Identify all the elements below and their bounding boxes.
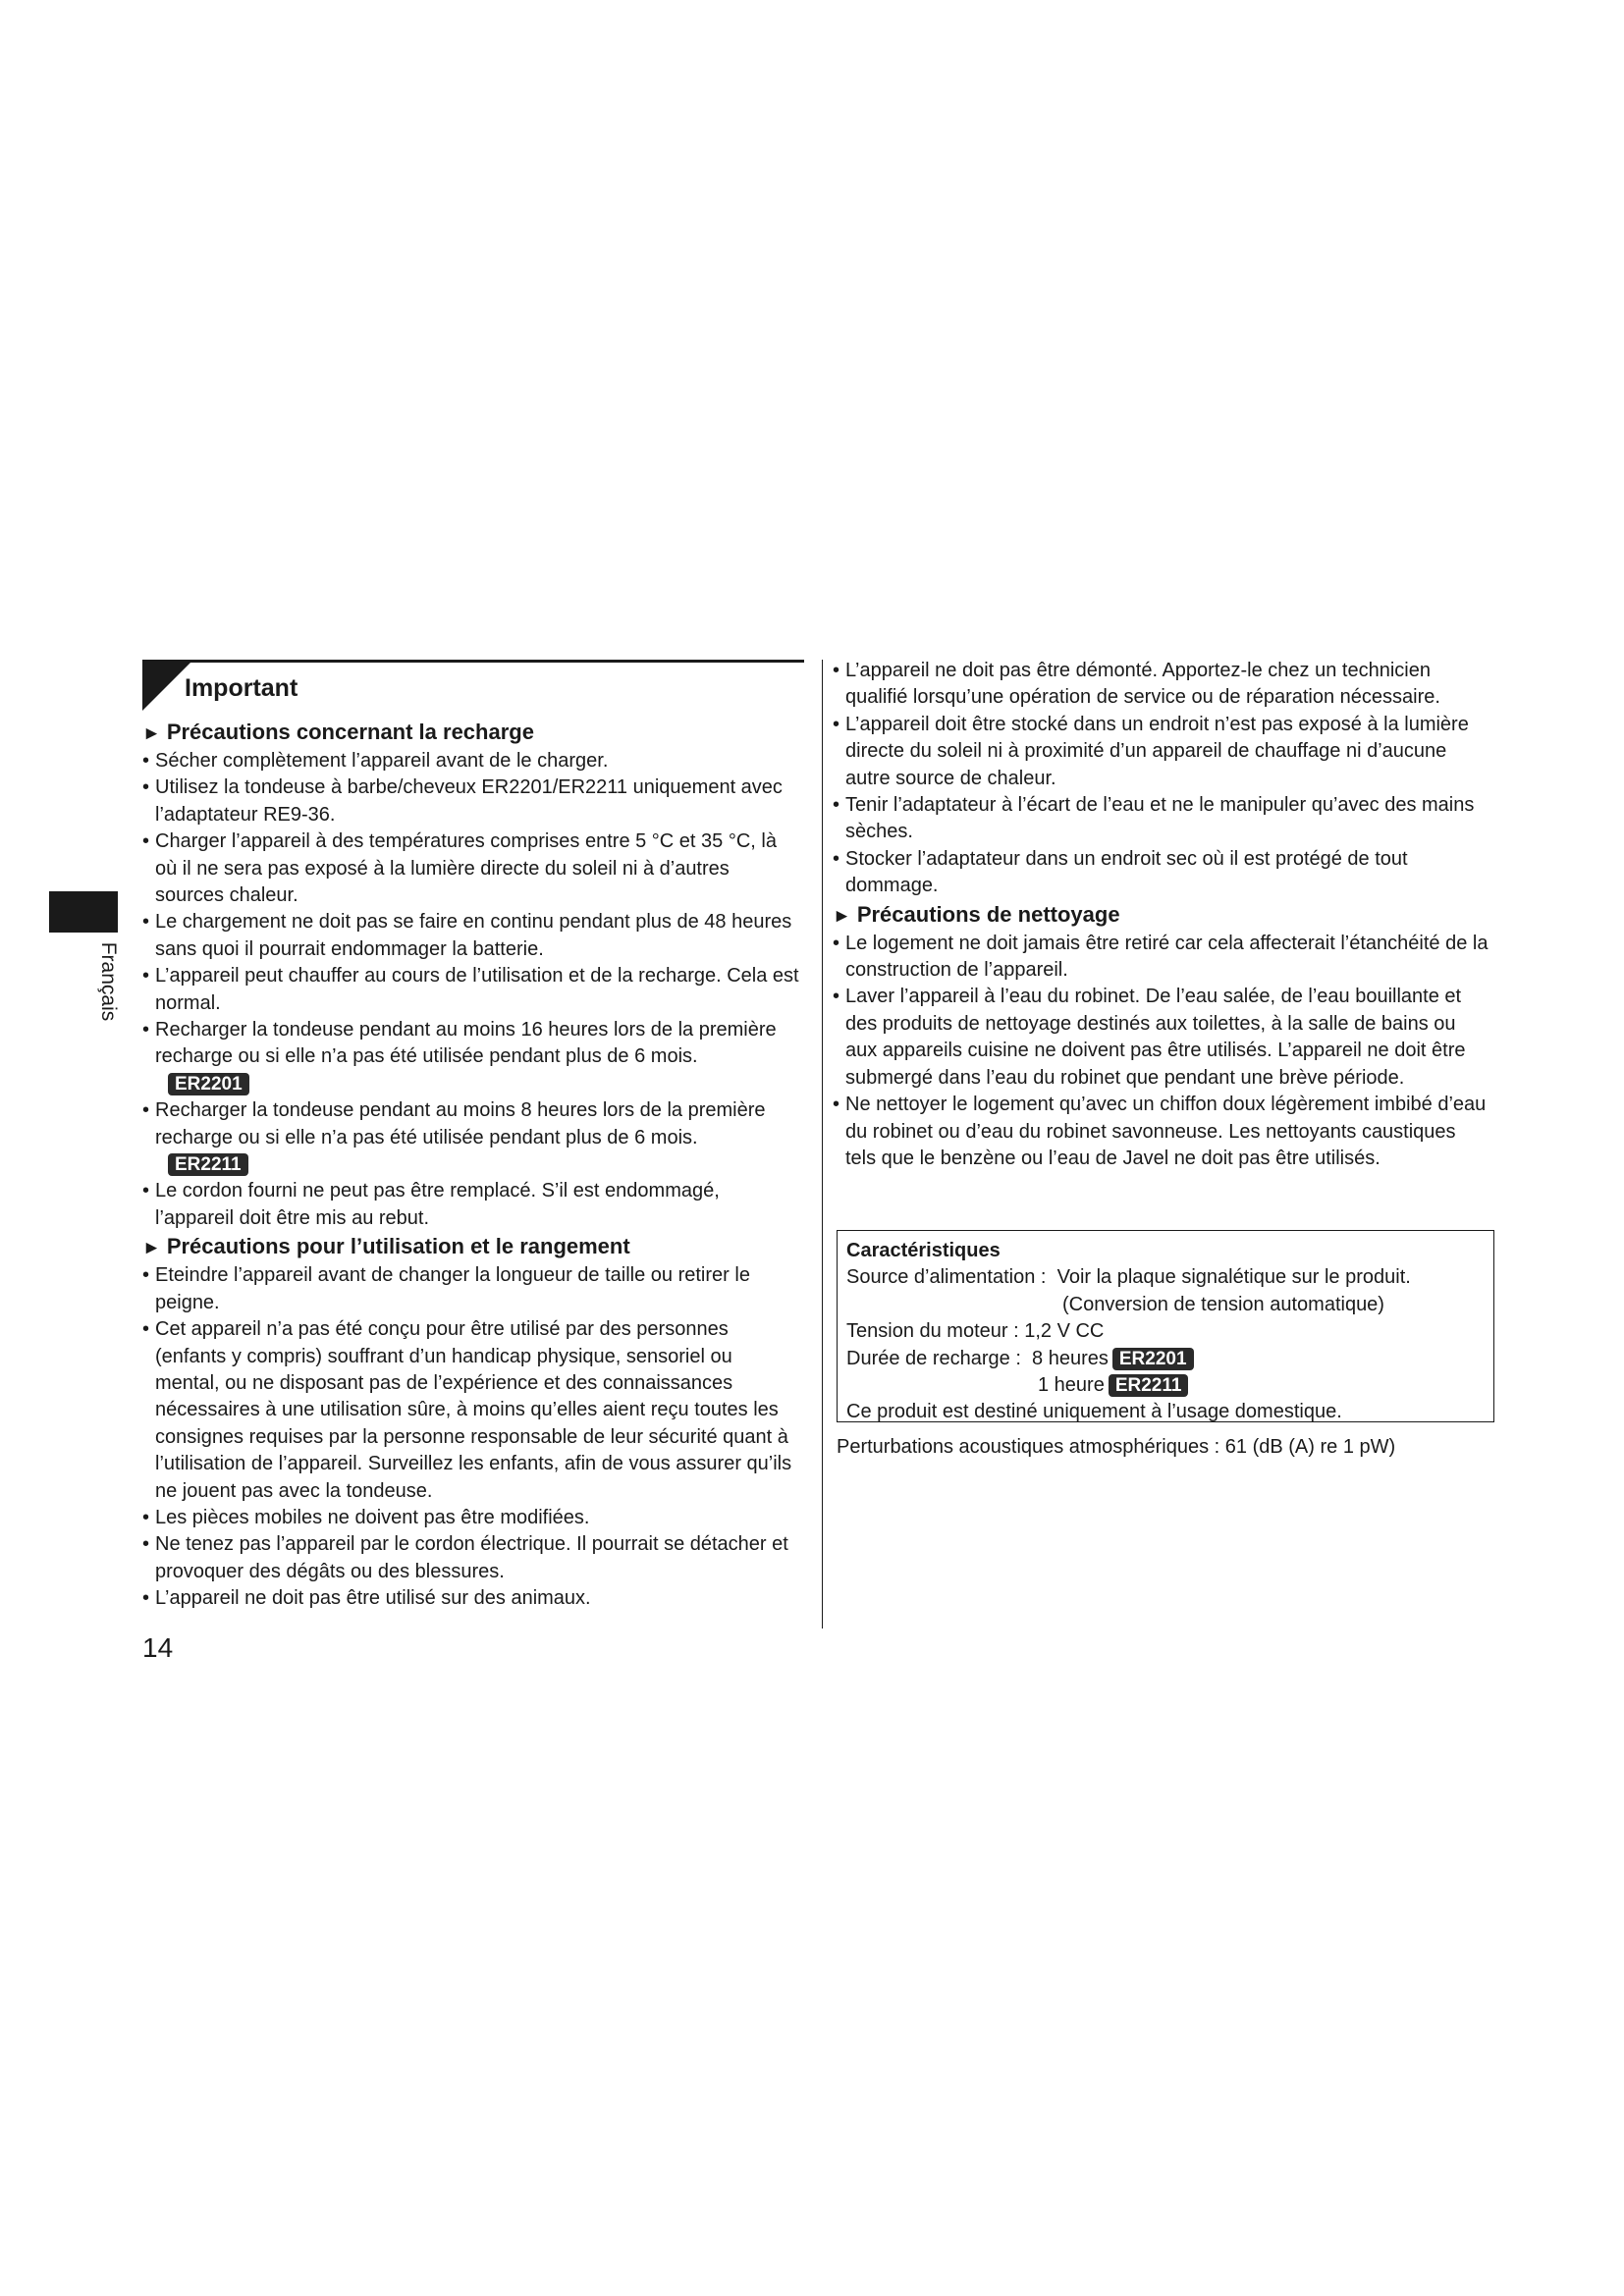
list-item: • L’appareil ne doit pas être démonté. Apportez-le chez un technicien qualifié lorsqu’une opération de service ou de réparation nécessaire. <box>833 660 1440 709</box>
list-item: • Le cordon fourni ne peut pas être remplacé. S’il est endommagé, l’appareil doit être mis au rebut. <box>142 1180 720 1229</box>
usage-list <box>142 1262 800 1612</box>
list-item: • Sécher complètement l’appareil avant de le charger. <box>142 750 609 772</box>
important-title: Important <box>185 674 298 702</box>
list-item: • Eteindre l’appareil avant de changer la longueur de taille ou retirer le peigne. <box>142 1264 750 1313</box>
column-divider <box>822 660 823 1629</box>
model-badge-er2211: ER2211 <box>1109 1374 1189 1397</box>
usage-list-continued <box>833 658 1490 900</box>
list-item: • Charger l’appareil à des températures comprises entre 5 °C et 35 °C, là où il ne sera pas exposé à la lumière directe du soleil ni à d’autres sources chaleur. <box>142 830 777 907</box>
specifications-title: Caractéristiques <box>846 1240 1001 1261</box>
list-item: • Tenir l’adaptateur à l’écart de l’eau et ne le manipuler qu’avec des mains sèches. <box>833 794 1475 843</box>
motor-voltage-row: Tension du moteur : 1,2 V CC <box>846 1320 1105 1343</box>
arrow-icon: ► <box>142 1238 161 1259</box>
right-column <box>833 658 1490 1172</box>
specifications-box <box>837 1230 1494 1422</box>
list-item: • L’appareil doit être stocké dans un endroit n’est pas exposé à la lumière directe du soleil ni à proximité d’un appareil de chauffage ni d’aucune autre source de chaleur. <box>833 713 1469 789</box>
model-badge-er2201: ER2201 <box>168 1073 249 1095</box>
cleaning-list <box>833 931 1490 1173</box>
charge-time-row: Durée de recharge : 8 heures ER2201 <box>846 1346 1485 1372</box>
power-source-note: (Conversion de tension automatique) <box>1062 1293 1384 1315</box>
model-badge-er2201: ER2201 <box>1112 1348 1194 1370</box>
arrow-icon: ► <box>142 723 161 744</box>
list-item: • Les pièces mobiles ne doivent pas être modifiées. <box>142 1506 590 1528</box>
list-item: • Recharger la tondeuse pendant au moins 16 heures lors de la première recharge ou si elle n’a pas été utilisée pendant plus de 6 mois. ER2201 <box>142 1019 777 1095</box>
list-item: • Laver l’appareil à l’eau du robinet. De l’eau salée, de l’eau bouillante et des produits de nettoyage destinés aux toilettes, à la salle de bains ou aux appareils cuisine ne doivent pas être utilisés. L’appareil ne doit être submergé dans l’eau du robinet que pendant une brève période. <box>833 986 1466 1089</box>
list-item: • Le logement ne doit jamais être retiré car cela affecterait l’étanchéité de la construction de l’appareil. <box>833 932 1489 982</box>
list-item: • Cet appareil n’a pas été conçu pour être utilisé par des personnes (enfants y compris) souffrant d’un handicap physique, sensoriel ou mental, ou ne disposant pas de l’expérience et des connaissances nécessaires à une utilisation sûre, à moins qu’elles aient reçu toutes les consignes requises par la personne responsable de leur sécurité quant à l’utilisation de l’appareil. Surveillez les enfants, afin de vous assurer qu’ils ne jouent pas avec la tondeuse. <box>142 1318 792 1502</box>
left-column <box>142 718 800 1613</box>
language-tab-label: Français <box>97 941 120 1022</box>
list-item: • Le chargement ne doit pas se faire en continu pendant plus de 48 heures sans quoi il pourrait endommager la batterie. <box>142 911 792 960</box>
charge-time-row-2: 1 heure ER2211 <box>846 1372 1485 1399</box>
acoustic-noise-line: Perturbations acoustiques atmosphériques : 61 (dB (A) re 1 pW) <box>837 1436 1396 1458</box>
list-item: • Ne tenez pas l’appareil par le cordon électrique. Il pourrait se détacher et provoquer des dégâts ou des blessures. <box>142 1533 788 1582</box>
list-item: • Recharger la tondeuse pendant au moins 8 heures lors de la première recharge ou si elle n’a pas été utilisée pendant plus de 6 mois. ER2211 <box>142 1099 766 1176</box>
list-item: • Utilisez la tondeuse à barbe/cheveux ER2201/ER2211 uniquement avec l’adaptateur RE9-36. <box>142 776 783 826</box>
cleaning-heading: ► Précautions de nettoyage <box>833 900 1490 931</box>
arrow-icon: ► <box>833 905 851 927</box>
page-number: 14 <box>142 1632 174 1663</box>
charge-heading: ► Précautions concernant la recharge <box>142 718 800 748</box>
usage-heading: ► Précautions pour l’utilisation et le rangement <box>142 1232 800 1262</box>
charge-list <box>142 748 800 1232</box>
domestic-use-note: Ce produit est destiné uniquement à l’usage domestique. <box>846 1401 1342 1423</box>
model-badge-er2211: ER2211 <box>168 1153 248 1176</box>
list-item: • L’appareil ne doit pas être utilisé sur des animaux. <box>142 1587 591 1610</box>
important-rule <box>142 660 804 663</box>
power-source-row: Source d’alimentation : Voir la plaque signalétique sur le produit. <box>846 1266 1411 1289</box>
list-item: • Ne nettoyer le logement qu’avec un chiffon doux légèrement imbibé d’eau du robinet ou d’eau du robinet savonneuse. Les nettoyants caustiques tels que le benzène ou l’eau de Javel ne doit pas être utilisés. <box>833 1094 1487 1169</box>
list-item: • L’appareil peut chauffer au cours de l’utilisation et de la recharge. Cela est normal. <box>142 965 799 1014</box>
list-item: • Stocker l’adaptateur dans un endroit sec où il est protégé de tout dommage. <box>833 847 1408 897</box>
